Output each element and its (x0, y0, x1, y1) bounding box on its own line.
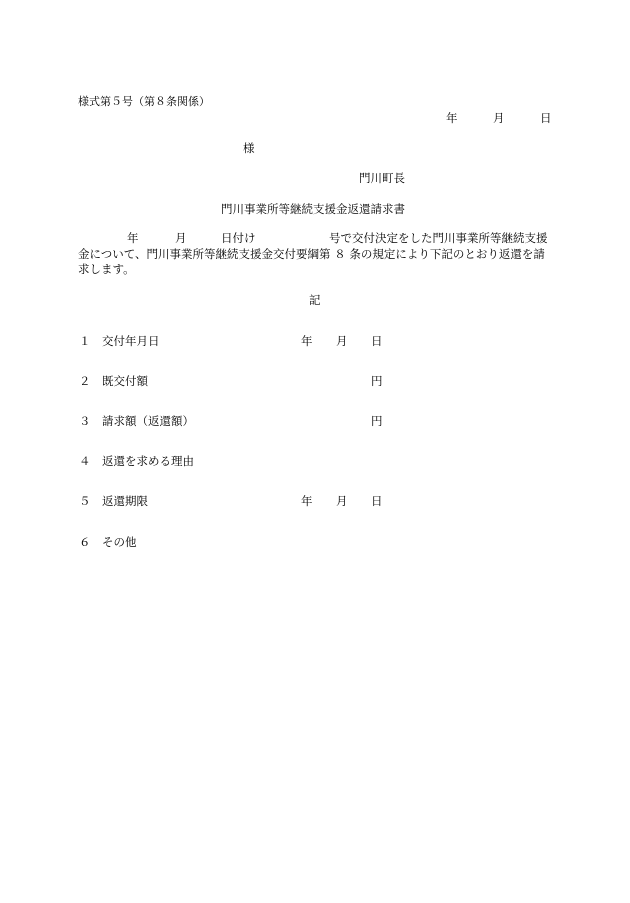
body-year: 年 (127, 231, 139, 245)
item-label: 交付年月日 (102, 334, 160, 348)
record-heading: 記 (309, 293, 321, 307)
item-day: 日 (371, 494, 383, 508)
item-label: 返還を求める理由 (102, 454, 194, 468)
item-unit: 円 (371, 414, 383, 428)
addressee-honorific: 様 (243, 141, 255, 155)
document-title: 門川事業所等継続支援金返還請求書 (221, 202, 405, 216)
form-number: 様式第５号（第８条関係） (78, 95, 210, 108)
item-day: 日 (371, 334, 383, 348)
body-line-3: 求します。 (78, 262, 135, 276)
item-unit: 円 (371, 374, 383, 388)
date-month: 月 (493, 111, 505, 125)
body-number-suffix: 号で交付決定をした門川事業所等継続支援 (329, 231, 548, 245)
date-day: 日 (540, 111, 552, 125)
item-label: 返還期限 (102, 494, 148, 508)
item-number: ４ (79, 454, 91, 468)
item-label: その他 (102, 535, 137, 549)
item-month: 月 (336, 334, 348, 348)
item-label: 既交付額 (102, 374, 148, 388)
body-day-dated: 日付け (221, 231, 256, 245)
item-month: 月 (336, 494, 348, 508)
body-line-2: 金について、門川事業所等継続支援金交付要綱第 ８ 条の規定により下記のとおり返還を請 (78, 247, 545, 261)
body-month: 月 (175, 231, 187, 245)
item-number: ２ (79, 374, 91, 388)
item-year: 年 (301, 334, 313, 348)
item-label: 請求額（返還額） (102, 414, 194, 428)
item-number: ５ (79, 494, 91, 508)
item-number: ３ (79, 414, 91, 428)
sender-title: 門川町長 (359, 171, 405, 185)
item-year: 年 (301, 494, 313, 508)
date-year: 年 (446, 111, 458, 125)
item-number: ６ (79, 535, 91, 549)
item-number: １ (79, 334, 91, 348)
